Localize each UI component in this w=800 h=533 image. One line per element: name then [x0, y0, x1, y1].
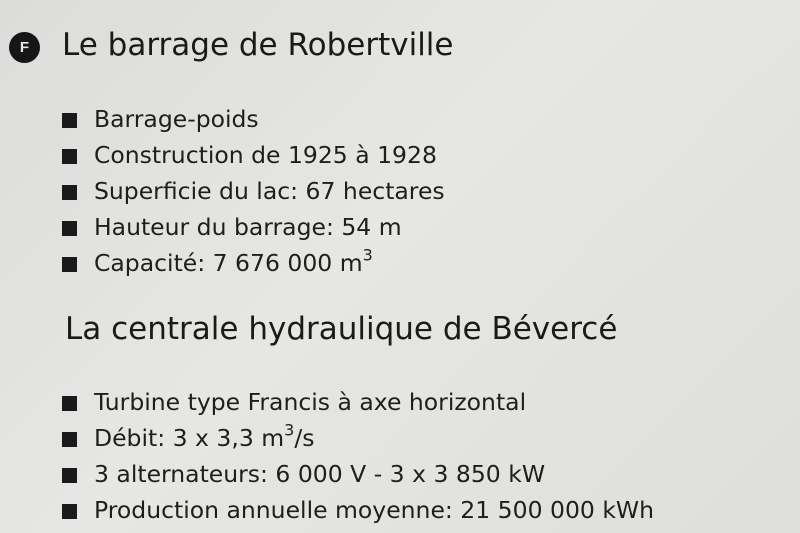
- square-bullet-icon: [62, 432, 77, 447]
- fact-text: Construction de 1925 à 1928: [94, 141, 437, 169]
- square-bullet-icon: [62, 185, 77, 200]
- square-bullet-icon: [62, 468, 77, 483]
- fact-text: 3 alternateurs: 6 000 V - 3 x 3 850 kW: [94, 460, 546, 488]
- fact-text: Capacité: 7 676 000 $m^3$: [94, 245, 373, 277]
- fact-text: Barrage-poids: [94, 105, 259, 133]
- square-bullet-icon: [62, 257, 77, 272]
- square-bullet-icon: [62, 504, 77, 519]
- dam-heading: Le barrage de Robertville: [62, 27, 454, 63]
- superscript: 3: [284, 420, 295, 440]
- square-bullet-icon: [62, 221, 77, 236]
- square-bullet-icon: [62, 149, 77, 164]
- fact-text: Superficie du lac: 67 hectares: [94, 177, 445, 205]
- fact-text: Turbine type Francis à axe horizontal: [94, 388, 527, 416]
- square-bullet-icon: [62, 113, 77, 128]
- square-bullet-icon: [62, 396, 77, 411]
- fact-text: Production annuelle moyenne: 21 500 000 kWh: [94, 496, 655, 524]
- superscript: 3: [362, 245, 373, 265]
- section-badge: F: [9, 32, 40, 63]
- fact-text: Hauteur du barrage: 54 m: [94, 213, 402, 241]
- fact-text: Débit: 3 x 3,3 $m^3/s$: [94, 420, 315, 452]
- power-station-heading: La centrale hydraulique de Bévercé: [65, 311, 618, 347]
